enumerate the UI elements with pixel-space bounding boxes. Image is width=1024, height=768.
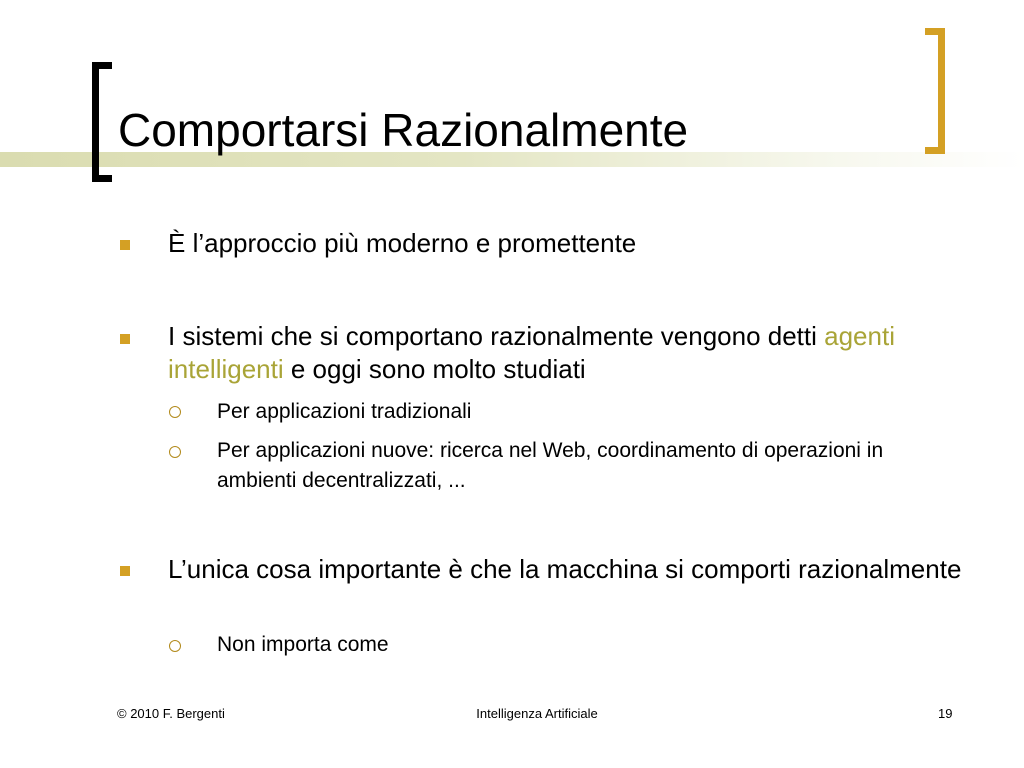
- bullet-2-text-after: e oggi sono molto studiati: [283, 354, 586, 384]
- square-bullet-icon: [120, 334, 130, 344]
- footer-course-title: Intelligenza Artificiale: [476, 706, 598, 721]
- circle-bullet-icon: [169, 446, 181, 458]
- bullet-2-text: [168, 320, 968, 386]
- bullet-3-text: L’unica cosa importante è che la macchina si comporti razionalmente: [168, 554, 962, 584]
- bullet-1-text: È l’approccio più moderno e promettente: [168, 228, 637, 258]
- bullet-2-text-before: I sistemi che si comportano razionalmente vengono detti: [168, 321, 825, 351]
- footer-copyright: © 2010 F. Bergenti: [117, 706, 225, 721]
- square-bullet-icon: [120, 240, 130, 250]
- footer-page-number: 19: [938, 706, 953, 721]
- bullet-2-sub-1-text: Per applicazioni tradizionali: [217, 400, 472, 423]
- square-bullet-icon: [120, 566, 130, 576]
- bullet-2-sub-2-text: Per applicazioni nuove: ricerca nel Web, coordinamento di operazioni in ambienti decentralizzati, ...: [217, 439, 884, 492]
- circle-bullet-icon: [169, 640, 181, 652]
- circle-bullet-icon: [169, 406, 181, 418]
- bullet-2-highlight: agenti intelligenti: [168, 321, 895, 384]
- left-bracket-decoration: [92, 62, 112, 182]
- slide-title: Comportarsi Razionalmente: [118, 104, 689, 156]
- bullet-3-sub-1-text: Non importa come: [217, 633, 389, 656]
- right-bracket-decoration: [925, 28, 945, 154]
